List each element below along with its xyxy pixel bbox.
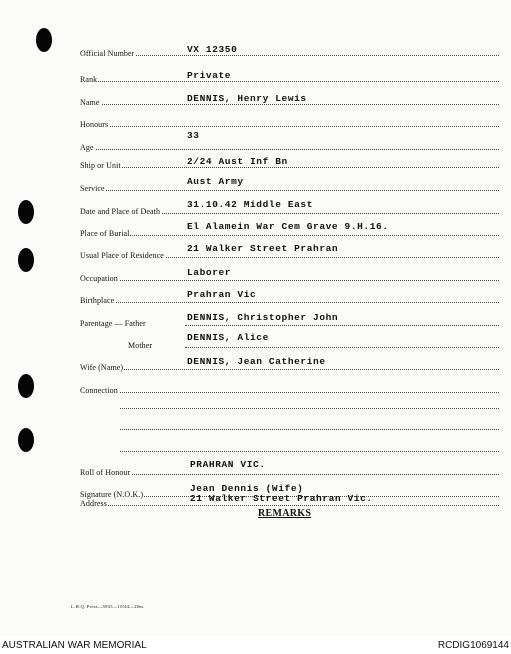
- address-row: [80, 490, 499, 508]
- mother-label: Mother: [128, 341, 153, 350]
- age-label: Age: [80, 143, 94, 152]
- connection-continuation-line: [120, 436, 499, 454]
- roll-of-honour-value: PRAHRAN VIC.: [190, 459, 266, 470]
- honours-label: Honours: [80, 120, 109, 129]
- wife-value: DENNIS, Jean Catherine: [187, 356, 326, 367]
- ship-or-unit-value: 2/24 Aust Inf Bn: [187, 156, 288, 167]
- punch-hole: [36, 28, 52, 52]
- footer-record-id: RCDIG1069144: [437, 640, 509, 651]
- name-label: Name: [80, 98, 100, 107]
- roll-of-honour-row: [80, 459, 499, 477]
- punch-hole: [18, 200, 34, 224]
- usual-residence-label: Usual Place of Residence: [80, 251, 164, 260]
- service-label: Service: [80, 184, 105, 193]
- birthplace-row: [80, 287, 499, 305]
- punch-hole: [18, 248, 34, 272]
- mother-value: DENNIS, Alice: [187, 332, 269, 343]
- rank-label: Rank: [80, 75, 98, 84]
- age-value: 33: [187, 130, 200, 141]
- roll-of-honour-label: Roll of Honour: [80, 468, 131, 477]
- archive-footer: [0, 636, 511, 654]
- ship-or-unit-row: [80, 152, 499, 170]
- date-place-death-value: 31.10.42 Middle East: [187, 199, 314, 210]
- birthplace-value: Prahran Vic: [187, 289, 257, 300]
- date-place-death-row: [80, 198, 499, 216]
- father-value: DENNIS, Christopher John: [187, 312, 339, 323]
- name-value: DENNIS, Henry Lewis: [187, 93, 307, 104]
- occupation-label: Occupation: [80, 274, 118, 283]
- signature-label: Signature (N.O.K.): [80, 490, 144, 499]
- mother-row: [80, 332, 499, 350]
- date-place-death-label: Date and Place of Death: [80, 207, 161, 216]
- address-value: 21 Walker Street Prahran Vic.: [190, 493, 373, 504]
- official-number-value: VX 12350: [187, 44, 238, 55]
- service-value: Aust Army: [187, 176, 244, 187]
- ship-or-unit-label: Ship or Unit: [80, 161, 121, 170]
- birthplace-label: Birthplace: [80, 296, 115, 305]
- punch-hole: [18, 428, 34, 452]
- usual-residence-row: [80, 242, 499, 260]
- name-row: [80, 89, 499, 107]
- service-row: [80, 175, 499, 193]
- rank-value: Private: [187, 70, 232, 81]
- honours-row: [80, 111, 499, 129]
- footer-institution: AUSTRALIAN WAR MEMORIAL: [2, 640, 147, 651]
- occupation-row: [80, 265, 499, 283]
- place-of-burial-row: [80, 220, 499, 238]
- official-number-label: Official Number: [80, 49, 135, 58]
- signature-value: Jean Dennis (Wife): [190, 483, 304, 494]
- official-number-row: [80, 40, 499, 58]
- age-row: [80, 130, 499, 152]
- press-note: L.H.Q. Press—5835—10/44—20m.: [71, 604, 145, 609]
- address-label: Address: [80, 499, 107, 508]
- connection-continuation-line: [120, 393, 499, 411]
- place-of-burial-label: Place of Burial: [80, 229, 130, 238]
- wife-label: Wife (Name): [80, 363, 124, 372]
- father-label: Parentage — Father: [80, 319, 146, 328]
- usual-residence-value: 21 Walker Street Prahran: [187, 243, 339, 254]
- wife-row: [80, 354, 499, 372]
- rank-row: [80, 66, 499, 84]
- father-row: [80, 310, 499, 328]
- punch-hole: [18, 374, 34, 398]
- connection-label: Connection: [80, 386, 118, 395]
- place-of-burial-value: El Alamein War Cem Grave 9.H.16.: [187, 221, 389, 232]
- connection-continuation-line: [120, 414, 499, 432]
- remarks-heading: REMARKS: [258, 508, 312, 519]
- occupation-value: Laborer: [187, 267, 232, 278]
